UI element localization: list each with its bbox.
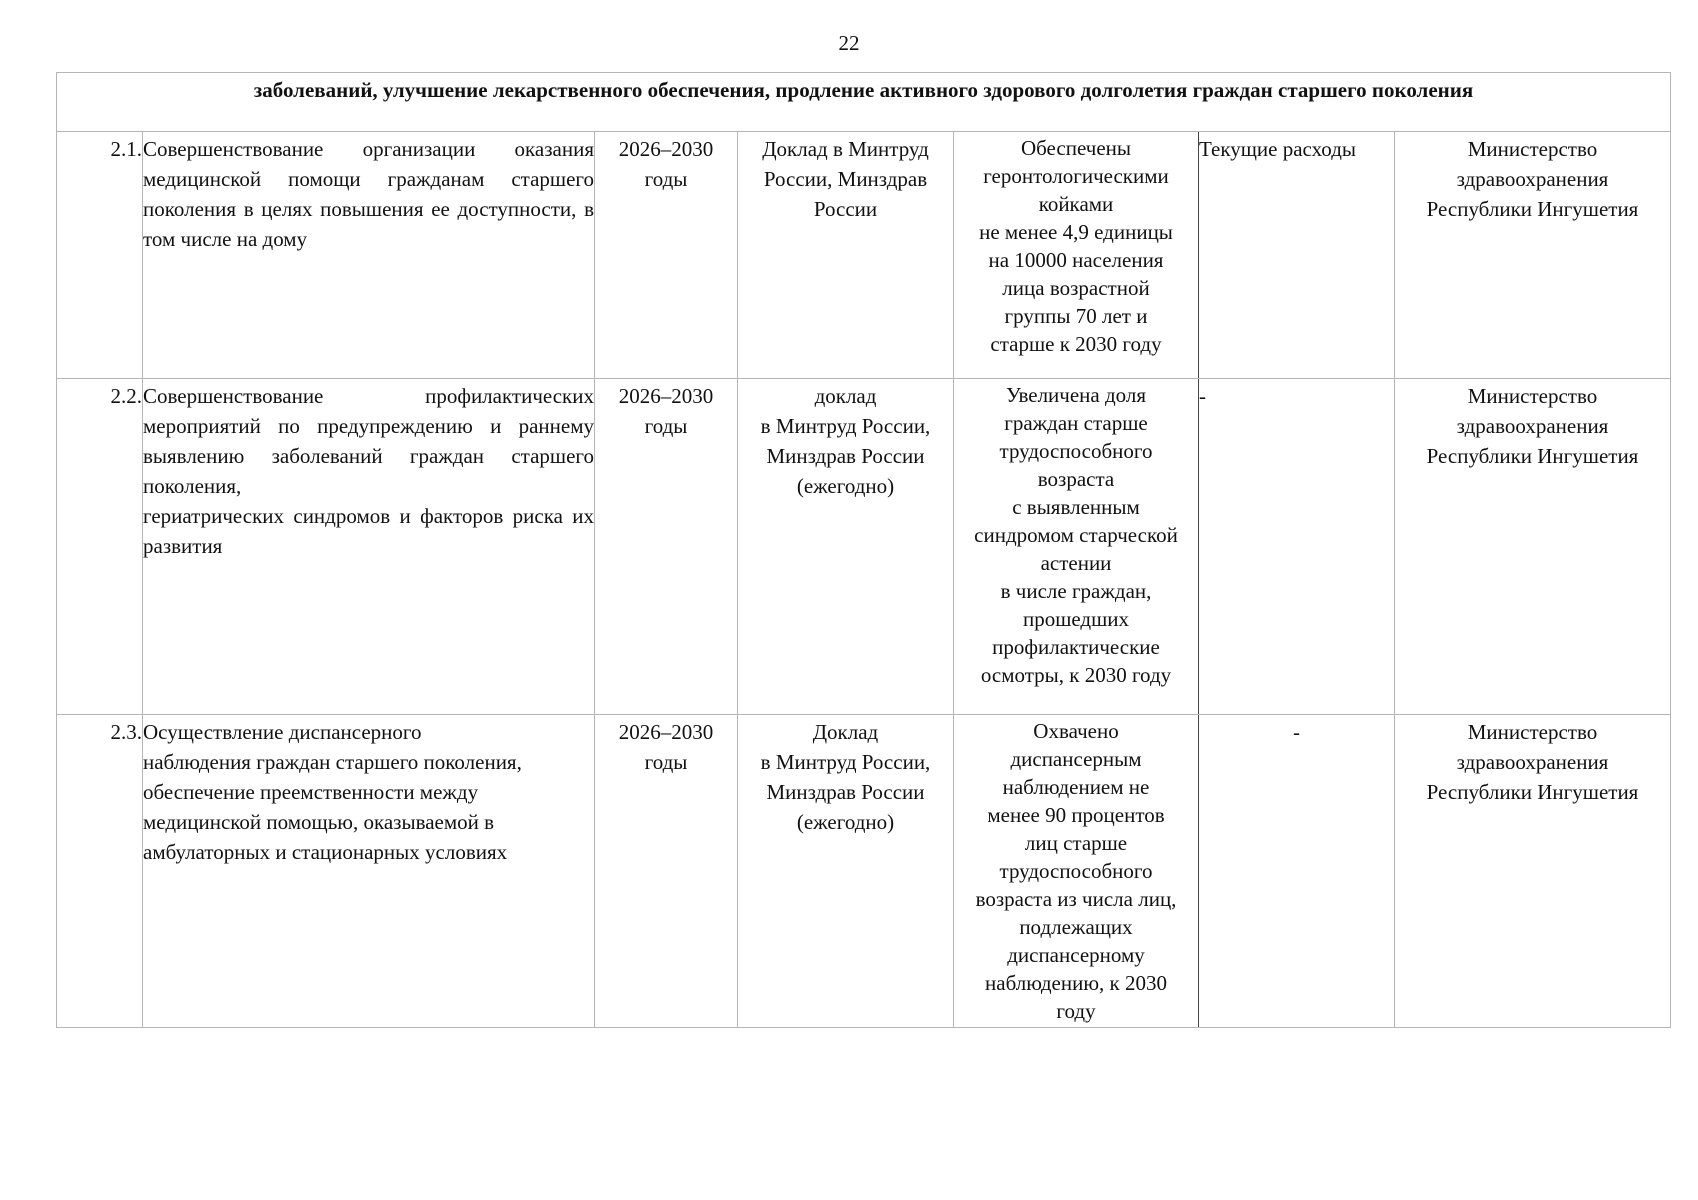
table-row	[57, 132, 1671, 379]
measure-description: Совершенствование организации оказания медицинской помощи гражданам старшего поколения в целях повышения ее доступности, в том числе на дому	[143, 132, 595, 379]
executor-line: Министерство	[1467, 384, 1598, 408]
result-line: профилактические	[992, 635, 1160, 659]
result-line: синдромом старческой	[974, 523, 1178, 547]
result-line: на 10000 населения	[988, 248, 1164, 272]
report-cell	[738, 132, 954, 379]
result-line: наблюдению, к 2030	[985, 971, 1167, 995]
report-line: Минздрав России	[766, 780, 925, 804]
executor-line: Министерство	[1467, 720, 1598, 744]
period-line: годы	[644, 167, 688, 191]
period-cell	[595, 132, 738, 379]
result-line: осмотры, к 2030 году	[980, 663, 1172, 687]
section-heading: заболеваний, улучшение лекарственного обеспечения, продление активного здорового долголетия граждан старшего поколения	[57, 73, 1671, 132]
measure-line: Совершенствование профилактических мероприятий по предупреждению и раннему выявлению заболеваний граждан старшего поколения,	[143, 384, 594, 498]
result-line: лиц старше	[1024, 831, 1128, 855]
item-number: 2.3.	[57, 715, 143, 1028]
result-line: не менее 4,9 единицы	[979, 220, 1173, 244]
measure-description	[143, 379, 595, 715]
table-row	[57, 379, 1671, 715]
period-line: 2026–2030	[618, 720, 714, 744]
result-line: лица возрастной	[1002, 276, 1150, 300]
report-line: доклад	[814, 384, 877, 408]
result-cell	[954, 132, 1199, 379]
result-line: граждан старше	[1004, 411, 1148, 435]
result-line: в числе граждан,	[1000, 579, 1152, 603]
funding-cell: -	[1199, 379, 1395, 715]
funding-cell: Текущие расходы	[1199, 132, 1395, 379]
result-line: трудоспособного	[999, 859, 1153, 883]
report-cell	[738, 379, 954, 715]
result-line: группы 70 лет и	[1004, 304, 1148, 328]
measure-line: гериатрических синдромов и факторов риска их развития	[143, 504, 594, 558]
period-cell	[595, 379, 738, 715]
result-line: койками	[1038, 192, 1114, 216]
period-cell	[595, 715, 738, 1028]
executor-cell	[1395, 132, 1671, 379]
executor-cell	[1395, 379, 1671, 715]
executor-line: здравоохранения	[1456, 167, 1609, 191]
result-line: наблюдением не	[1002, 775, 1150, 799]
result-line: менее 90 процентов	[987, 803, 1165, 827]
item-number: 2.1.	[57, 132, 143, 379]
report-line: в Минтруд России,	[760, 414, 931, 438]
executor-line: здравоохранения	[1456, 414, 1609, 438]
result-line: возраста из числа лиц,	[975, 887, 1177, 911]
result-line: трудоспособного	[999, 439, 1153, 463]
executor-line: Министерство	[1467, 137, 1598, 161]
result-line: прошедших	[1022, 607, 1130, 631]
result-line: возраста	[1037, 467, 1115, 491]
report-line: России, Минздрав	[763, 167, 928, 191]
item-number: 2.2.	[57, 379, 143, 715]
period-line: годы	[644, 750, 688, 774]
measure-description	[143, 715, 595, 1028]
period-line: 2026–2030	[618, 137, 714, 161]
result-cell	[954, 715, 1199, 1028]
result-line: Охвачено	[1033, 719, 1119, 743]
report-line: (ежегодно)	[796, 810, 895, 834]
executor-line: Республики Ингушетия	[1426, 780, 1639, 804]
measure-line: наблюдения граждан старшего поколения,	[143, 750, 522, 774]
report-cell	[738, 715, 954, 1028]
result-line: году	[1056, 999, 1096, 1023]
result-line: подлежащих	[1019, 915, 1133, 939]
result-cell	[954, 379, 1199, 715]
result-line: с выявленным	[1012, 495, 1140, 519]
report-line: России	[813, 197, 878, 221]
table-row	[57, 715, 1671, 1028]
period-line: годы	[644, 414, 688, 438]
result-line: диспансерным	[1010, 747, 1142, 771]
section-heading-row	[57, 73, 1671, 132]
period-line: 2026–2030	[618, 384, 714, 408]
report-line: (ежегодно)	[796, 474, 895, 498]
result-line: астении	[1040, 551, 1112, 575]
funding-cell: -	[1199, 715, 1395, 1028]
executor-cell	[1395, 715, 1671, 1028]
report-line: Доклад	[812, 720, 879, 744]
executor-line: Республики Ингушетия	[1426, 444, 1639, 468]
executor-line: здравоохранения	[1456, 750, 1609, 774]
result-line: диспансерному	[1007, 943, 1145, 967]
executor-line: Республики Ингушетия	[1426, 197, 1639, 221]
report-line: Минздрав России	[766, 444, 925, 468]
measures-table	[56, 72, 1671, 1028]
result-line: Увеличена доля	[1005, 383, 1147, 407]
report-line: в Минтруд России,	[760, 750, 931, 774]
result-line: геронтологическими	[983, 164, 1169, 188]
result-line: старше к 2030 году	[990, 332, 1162, 356]
report-line: Доклад в Минтруд	[762, 137, 929, 161]
result-line: Обеспечены	[1020, 136, 1131, 160]
page-number: 22	[838, 31, 860, 55]
measure-line: Осуществление диспансерного	[143, 720, 422, 744]
measure-line: медицинской помощью, оказываемой в	[143, 810, 495, 834]
measure-line: обеспечение преемственности между	[143, 780, 479, 804]
measure-line: амбулаторных и стационарных условиях	[143, 840, 508, 864]
